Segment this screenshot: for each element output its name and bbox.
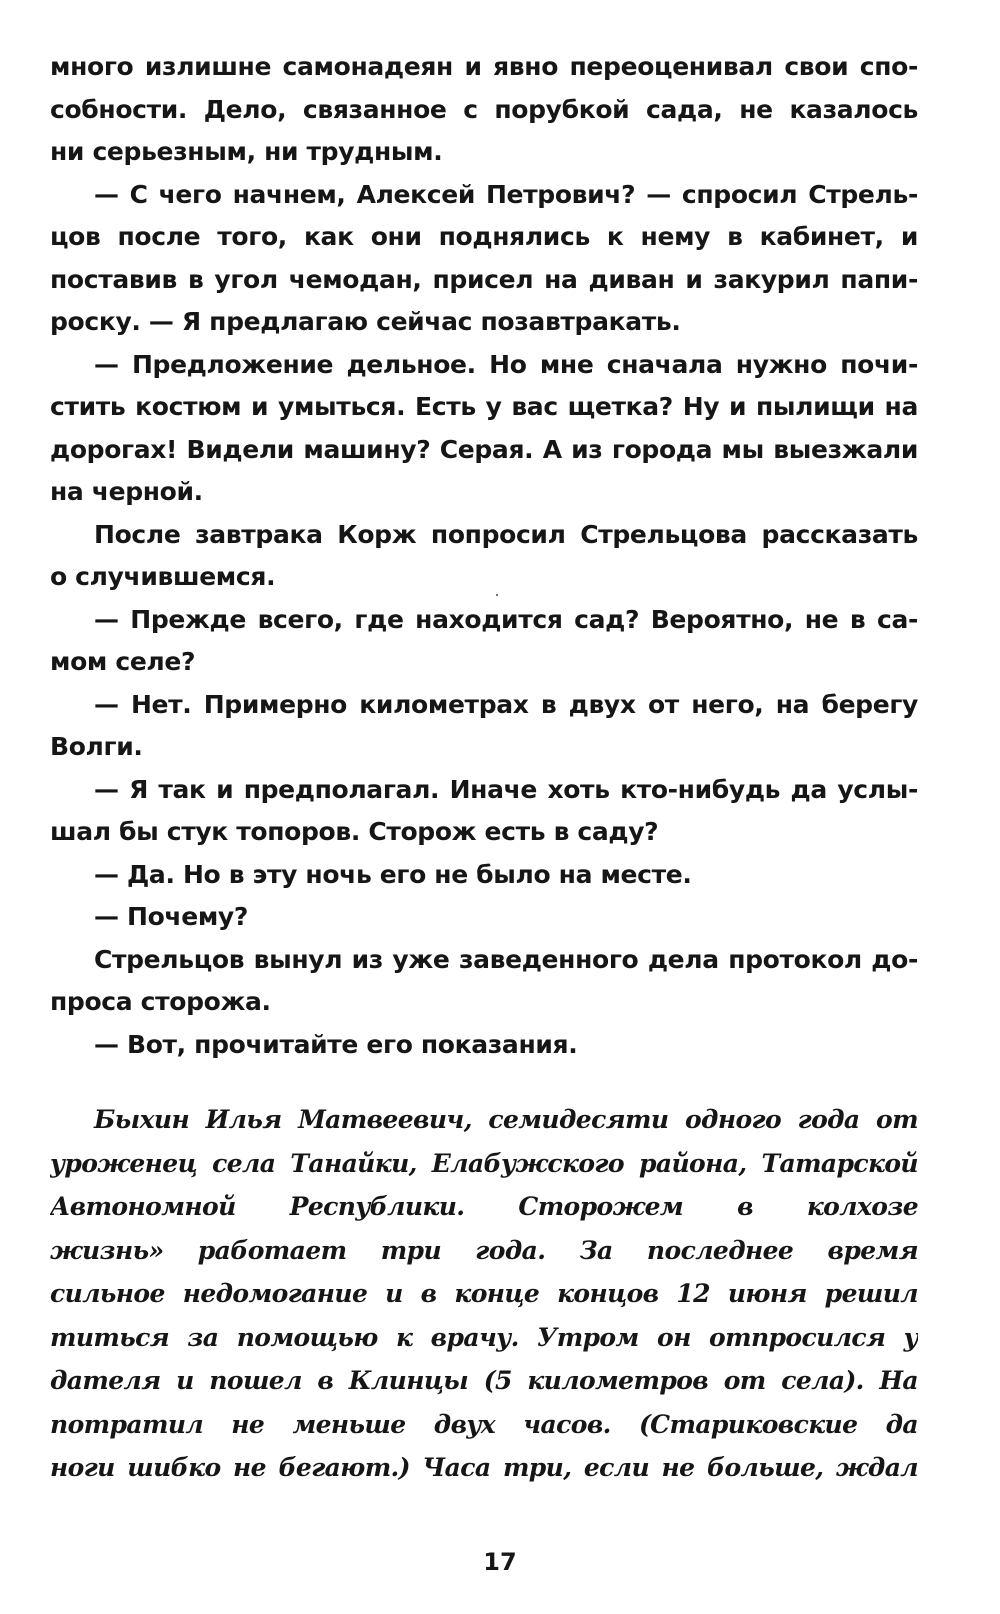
italic-line: сильное недомогание и в конце концов 12 июня решил [50,1279,918,1308]
main-text [50,46,918,1066]
text-line: — Вот, прочитайте его показания. [94,1029,578,1059]
italic-line: дателя и пошел в Клинцы (5 километров от села). На [50,1366,918,1395]
text-line: роску. — Я предлагаю сейчас позавтракать. [50,307,681,336]
text-line: Волги. [50,732,143,761]
text-line: поставив в угол чемодан, присел на диван и закурил папи- [50,264,918,294]
text-line: — С чего начнем, Алексей Петрович? — спросил Стрель- [94,179,918,209]
italic-line: ноги шибко не бегают.) Часа три, если не больше, ждал [50,1453,918,1482]
testimony-text [50,1098,918,1490]
page-number: 17 [483,1548,517,1576]
italic-line: Быхин Илья Матвеевич, семидесяти одного года от [94,1105,918,1134]
text-line: много излишне самонадеян и явно переоценивал свои спо- [50,52,918,81]
text-line: — Предложение дельное. Но мне сначала нужно почи- [94,349,918,379]
text-line: — Прежде всего, где находится сад? Вероятно, не в са- [94,604,918,634]
text-line: — Я так и предполагал. Иначе хоть кто-нибудь да услы- [94,774,918,804]
text-line: Стрельцов вынул из уже заведенного дела протокол до- [94,944,918,974]
print-speck [496,594,498,596]
text-line: на черной. [50,477,203,506]
text-line: собности. Дело, связанное с порубкой сада, не казалось [50,94,918,124]
text-line: — Почему? [94,902,249,931]
italic-line: жизнь» работает три года. За последнее время [50,1235,918,1265]
italic-line: потратил не меньше двух часов. (Стариковские да [50,1409,918,1439]
text-line: цов после того, как они поднялись к нему в кабинет, и [50,222,918,251]
text-line: о случившемся. [50,562,276,591]
text-line: ни серьезным, ни трудным. [50,137,443,166]
text-line: шал бы стук топоров. Сторож есть в саду? [50,817,659,846]
text-line: После завтрака Корж попросил Стрельцова рассказать [94,519,918,549]
text-line: — Нет. Примерно километрах в двух от него, на берегу [94,689,918,719]
text-line: проса сторожа. [50,987,271,1016]
text-line: стить костюм и умыться. Есть у вас щетка? Ну и пылищи на [50,392,918,421]
italic-line: уроженец села Танайки, Елабужского района, Татарской [50,1148,918,1178]
text-line: дорогах! Видели машину? Серая. А из города мы выезжали [50,434,918,464]
text-line: мом селе? [50,647,196,676]
italic-line: титься за помощью к врачу. Утром он отпросился у [50,1322,918,1352]
italic-line: Автономной Республики. Сторожем в колхозе [50,1192,918,1221]
text-line: — Да. Но в эту ночь его не было на месте. [94,859,692,889]
